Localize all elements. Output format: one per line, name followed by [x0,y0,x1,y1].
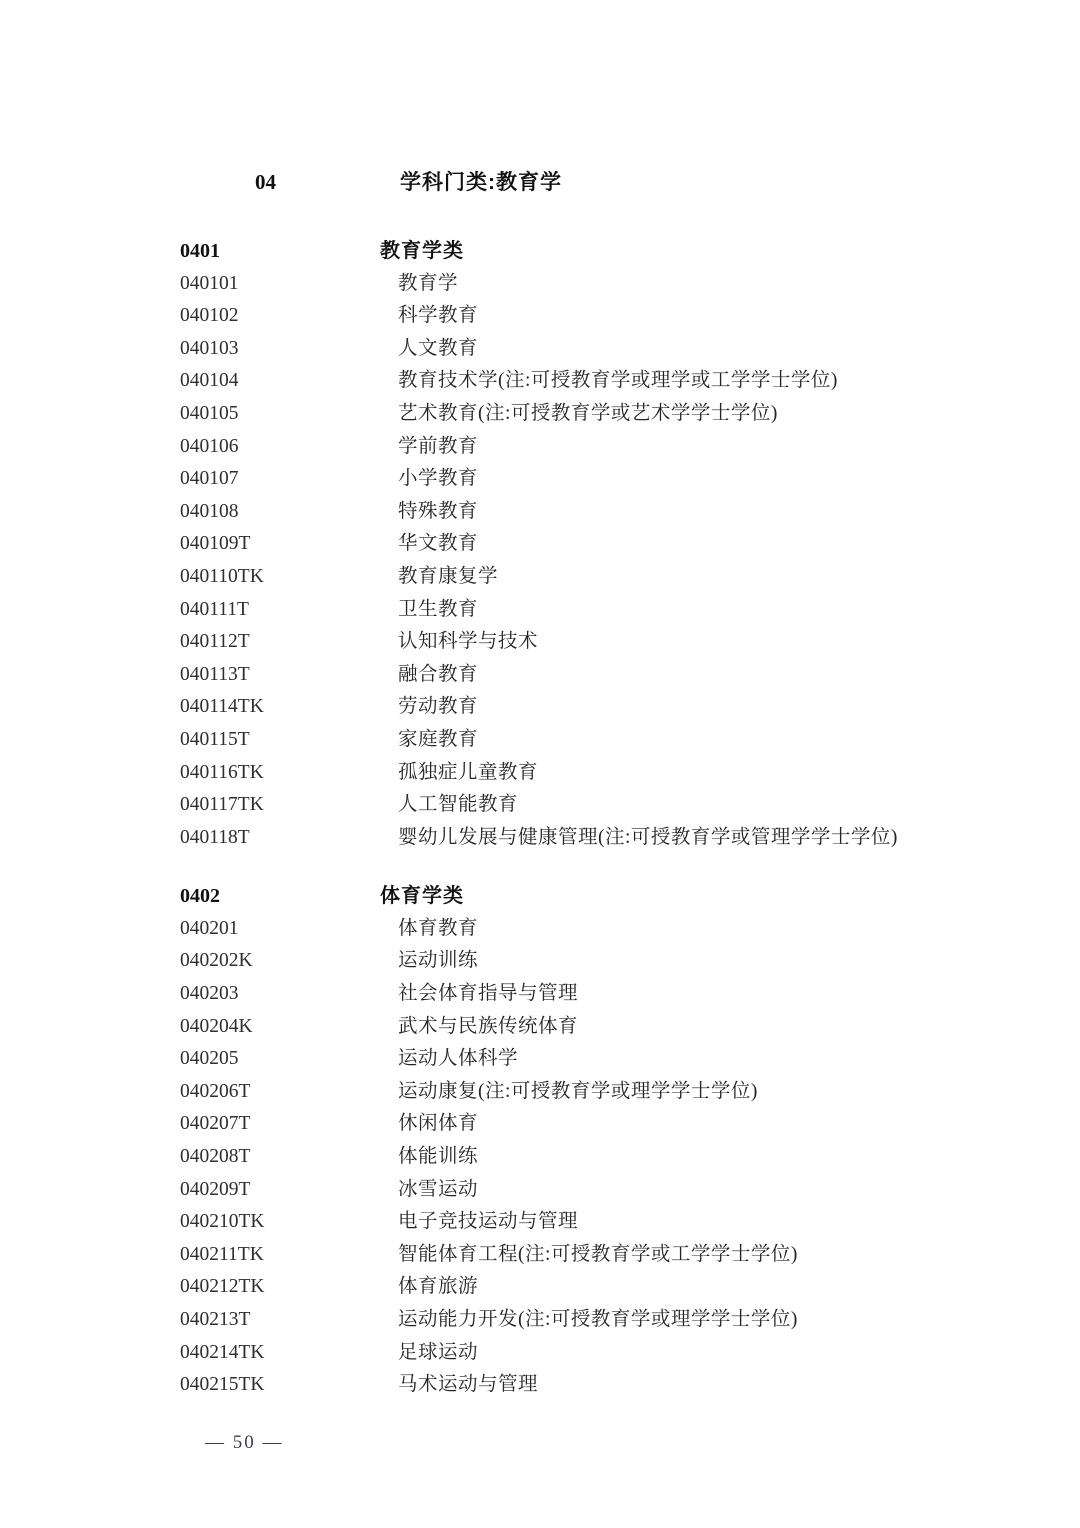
discipline-row-code: 040212TK [180,1276,265,1298]
discipline-row-title: 智能体育工程(注:可授教育学或工学学士学位) [398,1243,798,1265]
discipline-row [180,594,1080,627]
sections-list [0,235,1080,1402]
discipline-row-title: 体育旅游 [398,1276,479,1298]
discipline-row-code: 040109T [180,533,251,555]
discipline-row [180,659,1080,692]
discipline-row-title: 教育康复学 [398,565,499,587]
discipline-row-title: 劳动教育 [398,696,479,718]
discipline-row-code: 040118T [180,826,250,848]
discipline-row-title: 运动康复(注:可授教育学或理学学士学位) [398,1080,758,1102]
discipline-row-title: 认知科学与技术 [398,631,539,653]
discipline-row-code: 040103 [180,337,239,359]
discipline-row [180,561,1080,594]
discipline-row [180,1337,1080,1370]
discipline-row [180,398,1080,431]
discipline-row [180,789,1080,822]
discipline-row-title: 运动能力开发(注:可授教育学或理学学士学位) [398,1309,798,1330]
discipline-row-title: 马术运动与管理 [398,1374,539,1396]
discipline-row-code: 040206T [180,1080,251,1102]
discipline-row-code: 040203 [180,983,239,1005]
discipline-row-title: 学前教育 [398,435,479,457]
discipline-row [180,365,1080,398]
discipline-row-title: 艺术教育(注:可授教育学或艺术学学士学位) [398,402,778,424]
discipline-row [180,333,1080,366]
discipline-row [180,626,1080,659]
discipline-row-code: 040201 [180,917,239,939]
discipline-row-code: 040210TK [180,1211,265,1233]
discipline-row-code: 040117TK [180,794,264,816]
discipline-row [180,1304,1080,1337]
discipline-row [180,1174,1080,1207]
discipline-row-code: 040102 [180,305,239,327]
discipline-row [180,945,1080,978]
section-0401 [0,235,1080,854]
section-header-title: 教育学类 [380,240,464,262]
discipline-row-title: 人工智能教育 [398,794,519,816]
discipline-row-title: 科学教育 [398,305,479,327]
section-header-code: 0401 [180,240,220,262]
discipline-row-code: 040105 [180,402,239,424]
discipline-row-title: 婴幼儿发展与健康管理(注:可授教育学或管理学学士学位) [398,826,898,848]
discipline-row [180,1239,1080,1272]
discipline-row [180,1141,1080,1174]
discipline-row-code: 040116TK [180,761,264,783]
discipline-row-title: 教育学 [398,272,459,294]
section-header-title: 体育学类 [380,885,464,908]
discipline-row [180,978,1080,1011]
discipline-row-title: 电子竞技运动与管理 [398,1211,579,1233]
discipline-row [180,431,1080,464]
discipline-row-code: 040208T [180,1146,251,1168]
chapter-code: 04 [255,170,276,194]
discipline-row-code: 040113T [180,663,250,685]
discipline-row-code: 040209T [180,1178,251,1200]
discipline-row-code: 040104 [180,370,239,392]
discipline-row-title: 融合教育 [398,663,479,685]
discipline-row [180,1108,1080,1141]
discipline-row-code: 040108 [180,500,239,522]
discipline-row-code: 040101 [180,272,239,294]
discipline-row-code: 040207T [180,1113,251,1135]
section-header [180,235,1080,268]
discipline-row [180,1206,1080,1239]
discipline-row-code: 040213T [180,1309,251,1330]
discipline-row-code: 040115T [180,728,250,750]
discipline-row-title: 体育教育 [398,917,479,939]
discipline-row [180,268,1080,301]
section-0402 [0,880,1080,1402]
discipline-row-title: 武术与民族传统体育 [398,1015,579,1037]
discipline-row-title: 休闲体育 [398,1113,479,1135]
discipline-row [180,822,1080,855]
discipline-row-code: 040204K [180,1015,253,1037]
discipline-row-title: 小学教育 [398,468,479,490]
discipline-row [180,1043,1080,1076]
discipline-row-title: 教育技术学(注:可授教育学或理学或工学学士学位) [398,370,838,392]
discipline-row-title: 运动训练 [398,950,479,972]
discipline-row-title: 家庭教育 [398,728,479,750]
discipline-row-title: 卫生教育 [398,598,479,620]
discipline-row-code: 040111T [180,598,249,620]
discipline-row-title: 足球运动 [398,1341,479,1363]
discipline-row-title: 特殊教育 [398,500,479,522]
discipline-row-code: 040112T [180,631,250,653]
discipline-row-code: 040110TK [180,565,264,587]
discipline-row [180,1011,1080,1044]
discipline-row [180,724,1080,757]
discipline-row-code: 040205 [180,1048,239,1070]
discipline-row [180,691,1080,724]
discipline-row-title: 运动人体科学 [398,1048,519,1070]
discipline-row [180,913,1080,946]
section-header-code: 0402 [180,885,220,908]
discipline-row [180,496,1080,529]
chapter-title: 学科门类:教育学 [400,171,562,194]
discipline-row [180,757,1080,790]
discipline-row-title: 体能训练 [398,1146,479,1168]
discipline-row-title: 孤独症儿童教育 [398,761,539,783]
chapter-header [255,166,1080,199]
discipline-row-code: 040215TK [180,1374,265,1396]
discipline-row [180,1271,1080,1304]
discipline-row-title: 华文教育 [398,533,479,555]
discipline-row [180,1369,1080,1402]
discipline-row [180,528,1080,561]
discipline-row-title: 冰雪运动 [398,1178,479,1200]
discipline-row-code: 040114TK [180,696,264,718]
page-number: — 50 — [205,1431,284,1453]
discipline-row-code: 040211TK [180,1243,264,1265]
discipline-row-code: 040106 [180,435,239,457]
discipline-row-title: 社会体育指导与管理 [398,983,579,1005]
discipline-row-code: 040214TK [180,1341,265,1363]
discipline-row-code: 040107 [180,468,239,490]
section-header [180,880,1080,913]
discipline-row [180,1076,1080,1109]
discipline-row [180,463,1080,496]
discipline-row-code: 040202K [180,950,253,972]
discipline-row-title: 人文教育 [398,337,479,359]
discipline-row [180,300,1080,333]
